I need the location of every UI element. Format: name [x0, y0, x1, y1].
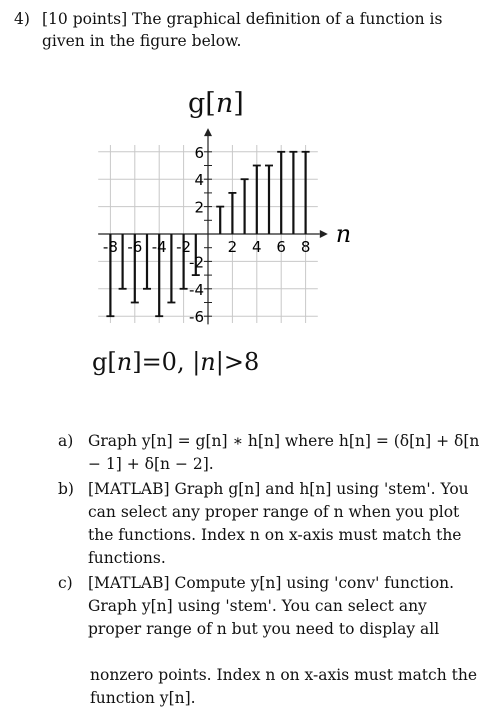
y-tick-label: 4 [194, 171, 204, 190]
part-a-text: Graph y[n] = g[n] ∗ h[n] where h[n] = (δ[n] + δ[n − 1] + δ[n − 2]. [88, 432, 480, 473]
y-tick-label: -6 [189, 308, 204, 327]
y-tick-label: 6 [194, 143, 204, 162]
x-axis-label: n [335, 220, 352, 248]
part-c-continuation: nonzero points. Index n on x-axis must match the function y[n]. [90, 666, 478, 707]
x-tick-label: 8 [300, 238, 311, 256]
part-c-text: [MATLAB] Compute y[n] using 'conv' function. Graph y[n] using 'stem'. You can select any proper range of n but you need to display all [88, 574, 455, 638]
x-tick-label: -6 [127, 238, 143, 256]
x-tick-label: -4 [151, 238, 167, 256]
part-b [58, 478, 484, 570]
x-tick-label: 6 [276, 238, 286, 256]
plot-axes [98, 128, 352, 327]
subparts [58, 430, 484, 641]
x-tick-label: 4 [252, 238, 262, 256]
problem-text: [10 points] The graphical definition of a function is given in the figure below. [42, 10, 443, 50]
part-a-label: a) [58, 432, 74, 450]
problem-number: 4) [14, 10, 30, 28]
part-c [58, 572, 484, 641]
y-tick-label: 2 [194, 198, 204, 217]
y-tick-label: -4 [189, 280, 204, 299]
x-axis-arrow [320, 230, 328, 238]
x-tick-label: 2 [227, 238, 238, 256]
part-b-text: [MATLAB] Graph g[n] and h[n] using 'stem'. You can select any proper range of n when you plot the functions. Index n on x-axis must match the functions. [88, 480, 469, 567]
part-b-label: b) [58, 480, 74, 498]
part-c-label: c) [58, 574, 73, 592]
y-tick-label: -2 [189, 253, 204, 272]
x-tick-label: -2 [176, 238, 192, 256]
figure-caption: g[n]=0, |n|>8 [92, 348, 260, 376]
part-a [58, 430, 484, 476]
figure-title: g[n] [188, 88, 244, 119]
y-axis-arrow [204, 128, 212, 136]
x-tick-label: -8 [102, 238, 118, 256]
